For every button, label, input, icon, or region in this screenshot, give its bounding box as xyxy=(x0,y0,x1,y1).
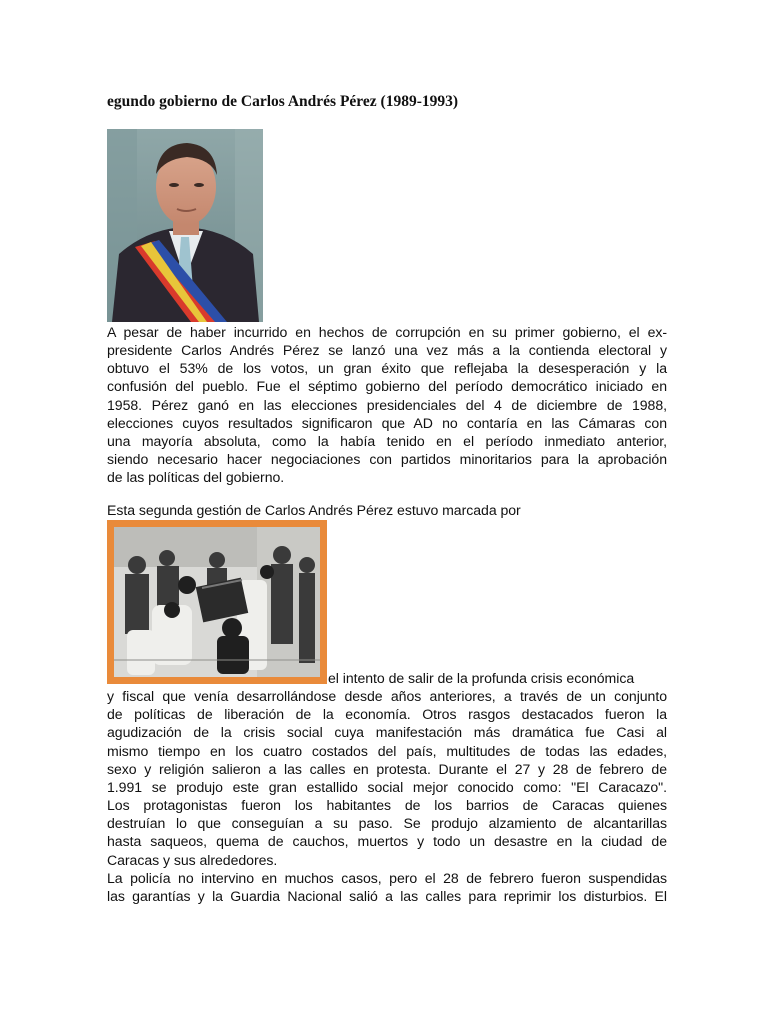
paragraph-1 xyxy=(107,323,667,486)
text-line: 1.991 se produjo este gran estallido social mejor conocido como: "El Caracazo". xyxy=(107,778,667,795)
page-title: egundo gobierno de Carlos Andrés Pérez (1989-1993) xyxy=(107,93,459,110)
text-line: confusión del pueblo. Fue el séptimo gobierno del período democrático iniciado en xyxy=(107,378,667,395)
portrait-photo xyxy=(107,129,263,322)
text-line: agudización de la crisis social cuya manifestación más dramática fue Casi al xyxy=(107,724,667,741)
text-line: elecciones cuyos resultados significaron que AD no contaría en las Cámaras con xyxy=(107,414,667,431)
text-line: hasta saqueos, quema de cauchos, muertos y todo un desastre en la ciudad de xyxy=(107,833,667,850)
text-line: destruían lo que conseguían a su paso. Se produjo alzamiento de alcantarillas xyxy=(107,815,667,832)
text-line: Caracas y sus alrededores. xyxy=(107,851,278,868)
text-line: las garantías y la Guardia Nacional salió a las calles para reprimir los disturbios. El xyxy=(107,887,667,904)
text-line: una mayoría absoluta, como la había tenido en el período inmediato anterior, xyxy=(107,432,667,449)
text-line: de las políticas del gobierno. xyxy=(107,469,285,486)
text-line: A pesar de haber incurrido en hechos de corrupción en su primer gobierno, el ex- xyxy=(107,324,667,340)
text-line: Los protagonistas fueron los habitantes de los barrios de Caracas quienes xyxy=(107,797,667,814)
text-line: siendo necesario hacer negociaciones con partidos minoritarios para la aprobación xyxy=(107,451,667,468)
text-line: sexo y religión salieron a las calles en protesta. Durante el 27 y 28 de febrero de xyxy=(107,760,667,777)
protest-photo xyxy=(107,520,327,684)
text-line: de políticas de liberación de la economía. Otros rasgos destacados fueron la xyxy=(107,706,667,723)
text-line: La policía no intervino en muchos casos, pero el 28 de febrero fueron suspendidas xyxy=(107,869,667,886)
paragraph-2-intro xyxy=(107,501,667,519)
text-line: y fiscal que venía desarrollándose desde años anteriores, a través de un conjunto xyxy=(107,688,667,705)
text-line: Esta segunda gestión de Carlos Andrés Pérez estuvo marcada por xyxy=(107,502,521,518)
text-line: obtuvo el 53% de los votos, un gran éxito que reflejaba la desesperación y la xyxy=(107,360,667,377)
text-line: presidente Carlos Andrés Pérez se lanzó una vez más a la contienda electoral y xyxy=(107,342,667,359)
text-line: mismo tiempo en los cuatro costados del país, multitudes de todas las edades, xyxy=(107,742,667,759)
paragraph-3 xyxy=(107,669,667,905)
text-line: 1958. Pérez ganó en las elecciones presidenciales del 4 de diciembre de 1988, xyxy=(107,396,667,413)
text-line: el intento de salir de la profunda crisis económica xyxy=(328,670,635,686)
